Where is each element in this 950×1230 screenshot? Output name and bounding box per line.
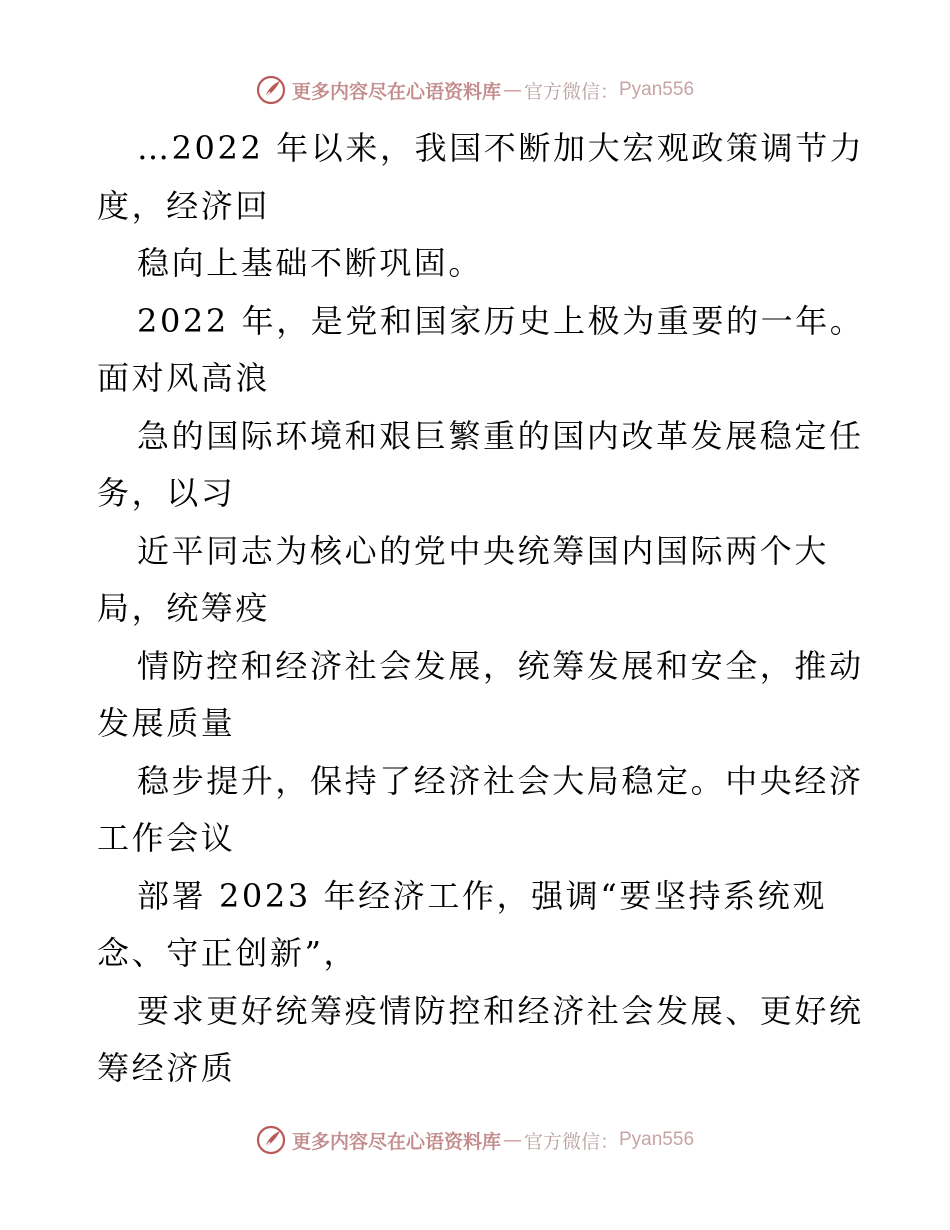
watermark-dash: —	[502, 79, 522, 101]
body-line: 要求更好统筹疫情防控和经济社会发展、更好统	[137, 991, 864, 1030]
feather-pen-logo-icon	[256, 75, 286, 105]
body-line: 近平同志为核心的党中央统筹国内国际两个大	[137, 531, 830, 570]
watermark-wechat-label: 官方微信：	[523, 80, 619, 103]
watermark-site-text: 更多内容尽在心语资料库	[291, 1130, 501, 1153]
watermark-wechat-id: Pyan556	[619, 1129, 695, 1150]
feather-pen-logo-icon	[256, 1125, 286, 1155]
body-line: 发展质量	[97, 704, 236, 742]
body-line: 稳步提升，保持了经济社会大局稳定。中央经济	[137, 761, 864, 800]
watermark-wechat-id: Pyan556	[619, 79, 695, 100]
body-line: 局，统筹疫	[97, 589, 271, 627]
watermark-footer	[0, 1120, 950, 1160]
body-line: 2022 年，是党和国家历史上极为重要的一年。	[137, 301, 865, 340]
body-line: 情防控和经济社会发展，统筹发展和安全，推动	[137, 646, 864, 685]
document-body	[97, 120, 887, 1098]
body-line: 念、守正创新”，	[97, 934, 359, 972]
watermark-site-text: 更多内容尽在心语资料库	[291, 80, 501, 103]
body-line: 急的国际环境和艰巨繁重的国内改革发展稳定任	[137, 416, 864, 455]
watermark-header	[0, 70, 950, 110]
watermark-wechat-label: 官方微信：	[523, 1130, 619, 1153]
body-line: 工作会议	[97, 819, 236, 857]
body-line: …2022 年以来，我国不断加大宏观政策调节力	[137, 129, 865, 167]
body-line: 面对风高浪	[97, 359, 271, 397]
body-line: 部署 2023 年经济工作，强调“要坚持系统观	[137, 876, 827, 915]
body-line: 务，以习	[97, 474, 236, 512]
body-line: 度，经济回	[97, 186, 271, 225]
body-line: 稳向上基础不断巩固。	[137, 244, 484, 282]
body-line: 筹经济质	[97, 1049, 236, 1087]
watermark-dash: —	[502, 1129, 522, 1151]
